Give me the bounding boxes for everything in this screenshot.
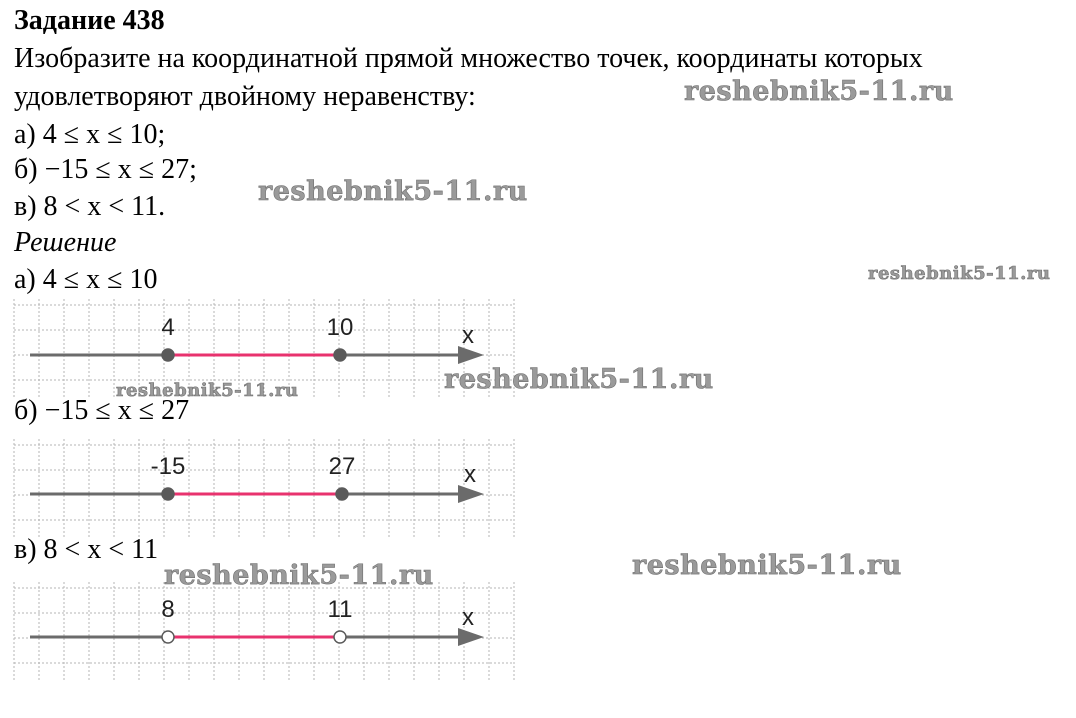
number-line-c xyxy=(0,580,540,690)
right-endpoint xyxy=(334,349,346,361)
right-endpoint xyxy=(334,631,346,643)
left-endpoint xyxy=(162,349,174,361)
watermark: reshebnik5-11.ru xyxy=(444,364,714,395)
number-line-b xyxy=(0,437,540,547)
watermark: reshebnik5-11.ru xyxy=(164,560,434,591)
left-value-label: -15 xyxy=(150,453,186,480)
grid xyxy=(14,439,514,537)
left-endpoint xyxy=(162,631,174,643)
axis-label: x xyxy=(464,461,476,488)
task-item-a: а) 4 ≤ x ≤ 10; xyxy=(14,119,166,150)
left-endpoint xyxy=(162,488,174,500)
watermark: reshebnik5-11.ru xyxy=(116,380,299,401)
solution-label-c: в) 8 < x < 11 xyxy=(14,534,159,565)
task-item-c: в) 8 < x < 11. xyxy=(14,191,166,222)
solution-label-b: б) −15 ≤ x ≤ 27 xyxy=(14,395,190,426)
right-value-label: 11 xyxy=(327,596,353,623)
solution-heading: Решение xyxy=(14,227,117,258)
watermark: reshebnik5-11.ru xyxy=(632,550,902,581)
right-value-label: 10 xyxy=(326,314,354,341)
task-text-line-1: Изобразите на координатной прямой множество точек, координаты которых xyxy=(14,43,923,74)
axis-label: x xyxy=(462,604,474,631)
right-endpoint xyxy=(336,488,348,500)
left-value-label: 4 xyxy=(161,314,175,341)
right-value-label: 27 xyxy=(328,453,356,480)
grid xyxy=(14,582,514,680)
watermark: reshebnik5-11.ru xyxy=(258,176,528,207)
watermark: reshebnik5-11.ru xyxy=(684,76,954,107)
title: Задание 438 xyxy=(14,5,165,36)
watermark: reshebnik5-11.ru xyxy=(868,263,1051,284)
task-item-b: б) −15 ≤ x ≤ 27; xyxy=(14,154,197,185)
task-text-line-2: удовлетворяют двойному неравенству: xyxy=(14,81,476,112)
solution-label-a: а) 4 ≤ x ≤ 10 xyxy=(14,264,158,295)
axis-label: x xyxy=(462,322,474,349)
left-value-label: 8 xyxy=(161,596,175,623)
